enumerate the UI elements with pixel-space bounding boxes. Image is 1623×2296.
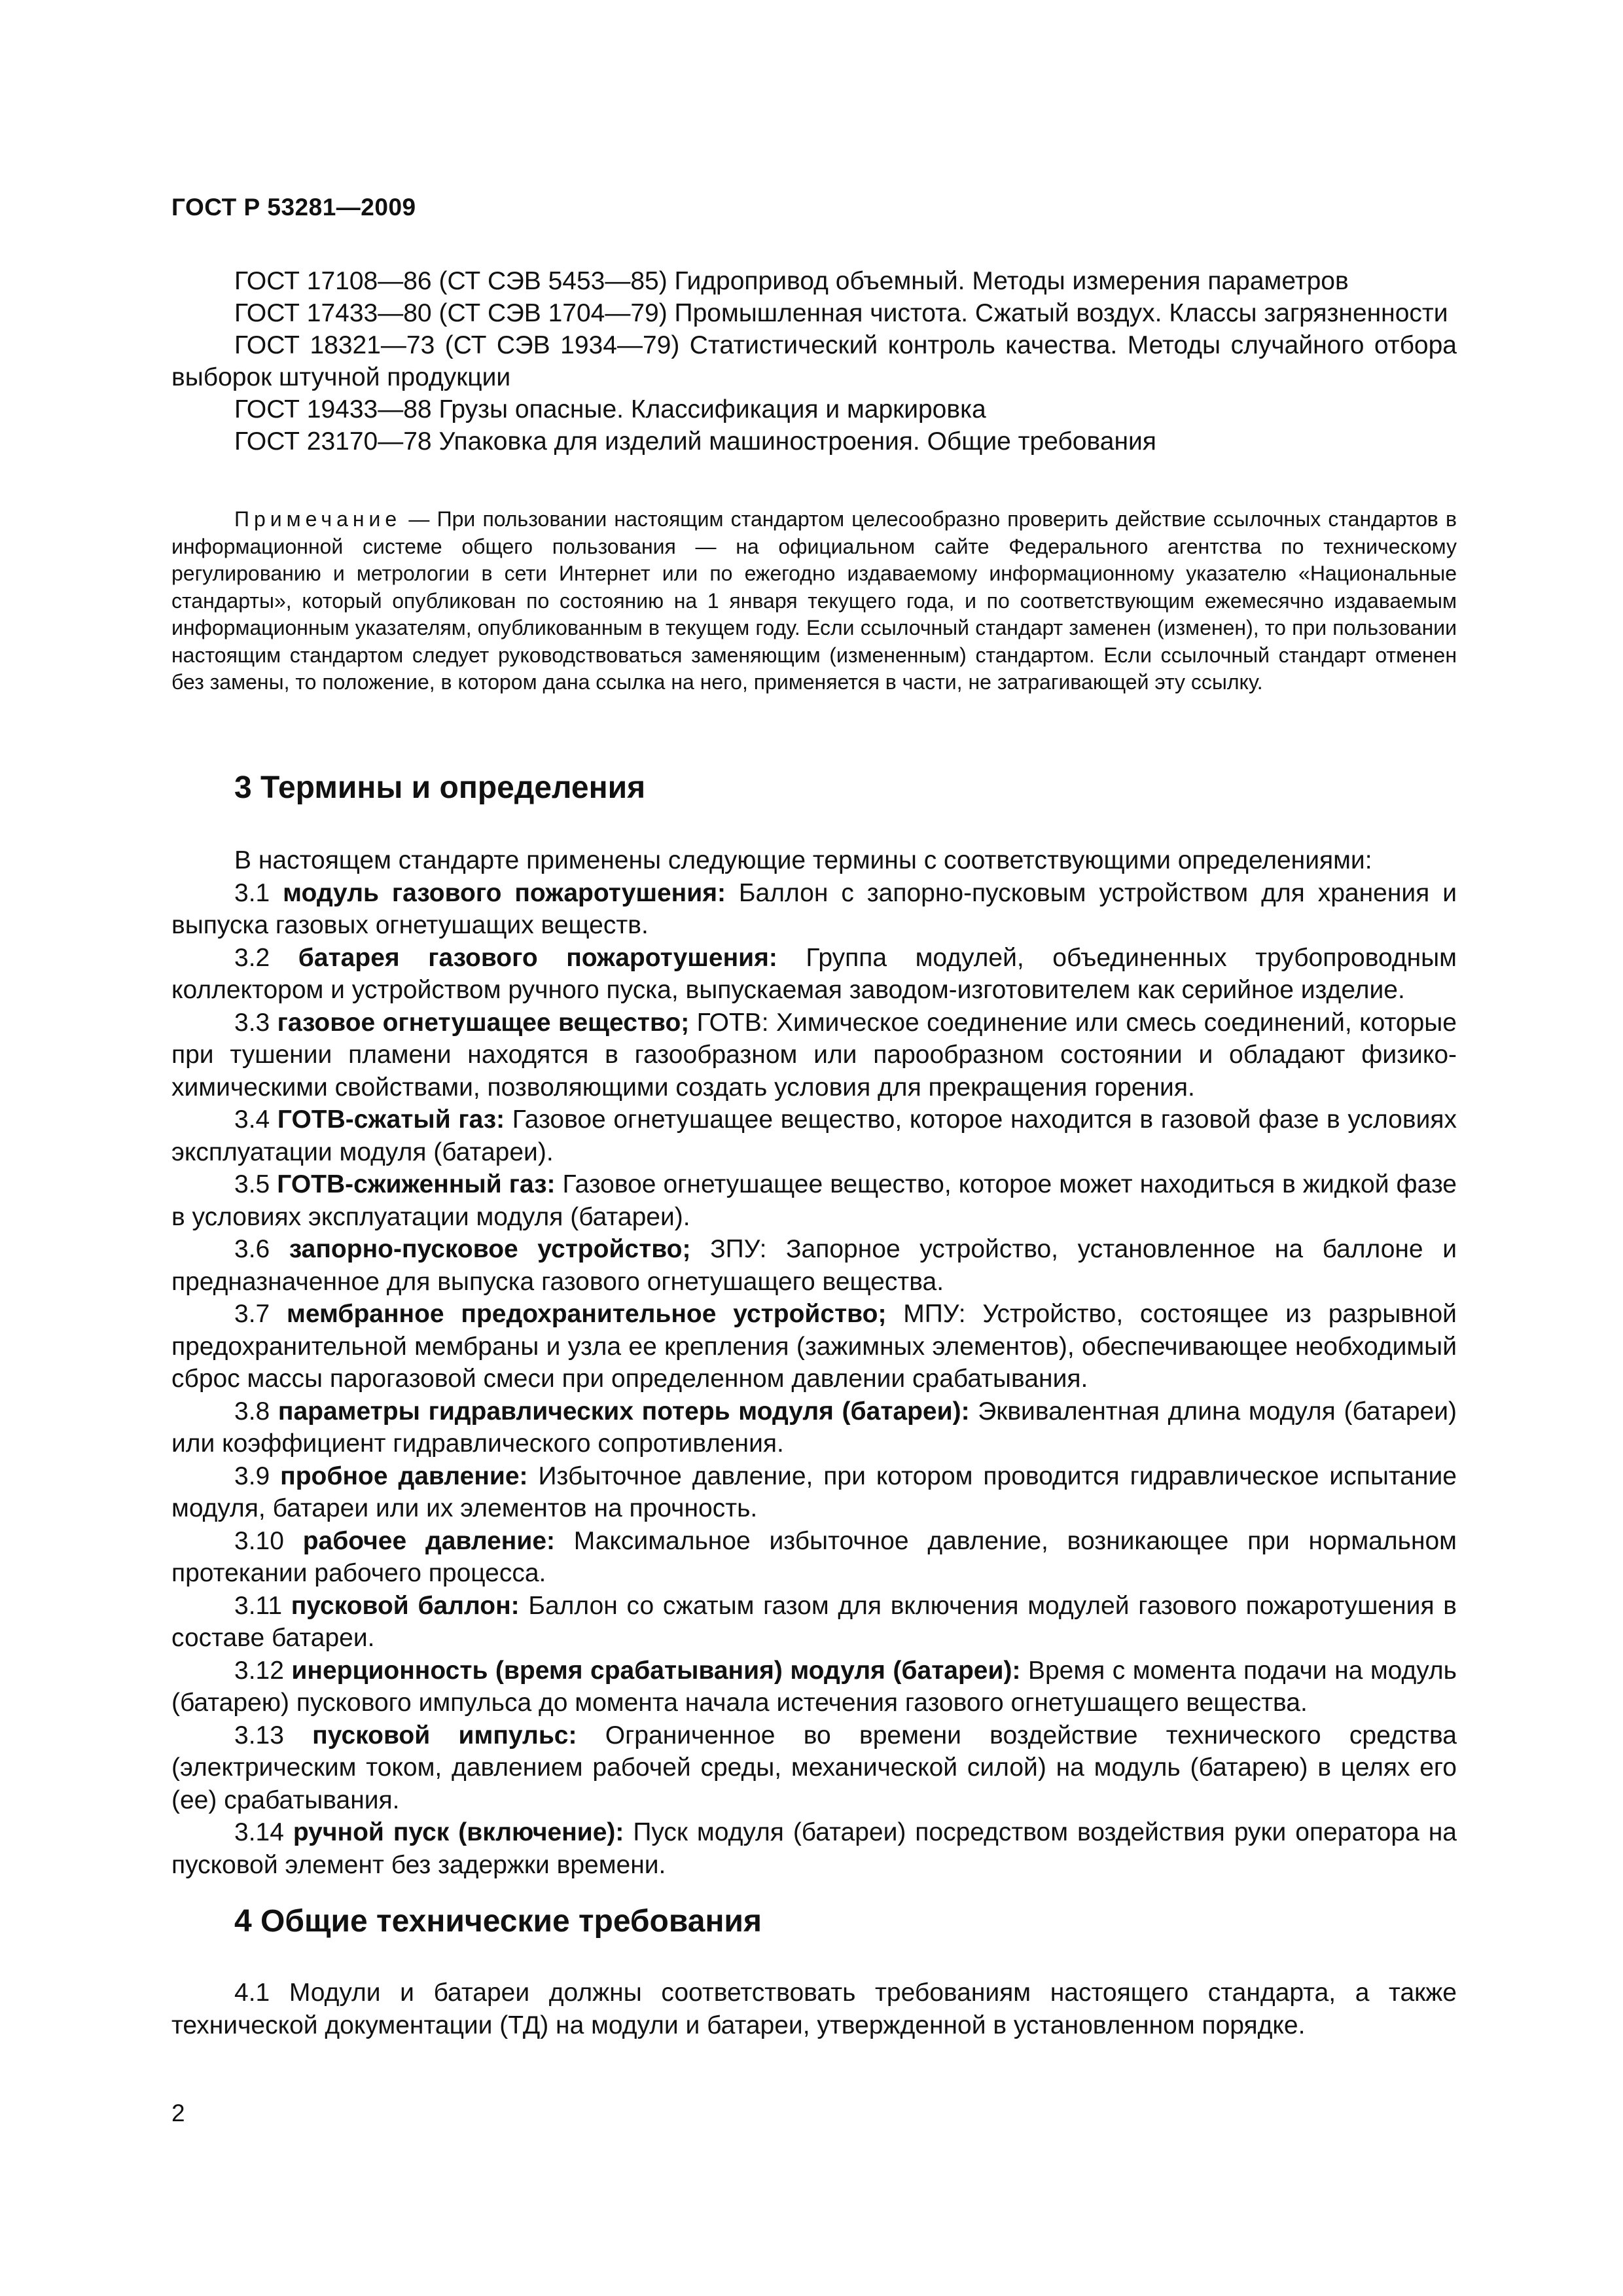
- reference-item: ГОСТ 17108—86 (СТ СЭВ 5453—85) Гидропривод объемный. Методы измерения параметров: [234, 267, 1349, 295]
- term-definition: Избыточное давление, при котором проводится гидравлическое испытание модуля, батареи или их элементов на прочность.: [171, 1462, 1457, 1522]
- term-name: пусковой импульс:: [312, 1721, 577, 1749]
- term-name: запорно-пусковое устройство;: [289, 1235, 691, 1263]
- term-name: ручной пуск (включение):: [293, 1818, 624, 1846]
- reference-item: ГОСТ 17433—80 (СТ СЭВ 1704—79) Промышленная чистота. Сжатый воздух. Классы загрязненности: [234, 299, 1448, 327]
- term-name: батарея газового пожаротушения:: [298, 943, 777, 972]
- document-code-header: ГОСТ Р 53281—2009: [171, 194, 416, 221]
- reference-item: ГОСТ 18321—73 (СТ СЭВ 1934—79) Статистический контроль качества. Методы случайного отбора выборок штучной продукции: [171, 331, 1457, 391]
- term-definition: Максимальное избыточное давление, возникающее при нормальном протекании рабочего процесса.: [171, 1526, 1457, 1587]
- term-definition: Газовое огнетушащее вещество, которое находится в газовой фазе в условиях эксплуатации модуля (батареи).: [171, 1105, 1457, 1166]
- term-3-10: 3.10 рабочее давление: Максимальное избыточное давление, возникающее при нормальном протекании рабочего процесса.: [171, 1526, 1457, 1587]
- normative-references-list: [171, 265, 1457, 457]
- term-3-11: 3.11 пусковой баллон: Баллон со сжатым газом для включения модулей газового пожаротушения в составе батареи.: [171, 1591, 1457, 1652]
- term-3-14: 3.14 ручной пуск (включение): Пуск модуля (батареи) посредством воздействия руки оператора на пусковой элемент без задержки времени.: [171, 1818, 1457, 1879]
- section-4-title: 4 Общие технические требования: [234, 1904, 762, 1939]
- term-3-12: 3.12 инерционность (время срабатывания) модуля (батареи): Время с момента подачи на модуль (батарею) пускового импульса до момента начала истечения газового огнетушащего вещества.: [171, 1656, 1457, 1717]
- note-label: Примечание: [234, 507, 402, 531]
- term-3-3: 3.3 газовое огнетушащее вещество; ГОТВ: Химическое соединение или смесь соединений, которые при тушении пламени находятся в газообразном или парообразном состоянии и обладают физико-химическими свойствами, позволяющими создать условия для прекращения горения.: [171, 1008, 1457, 1102]
- term-3-5: 3.5 ГОТВ-сжиженный газ: Газовое огнетушащее вещество, которое может находиться в жидкой фазе в условиях эксплуатации модуля (батареи).: [171, 1170, 1457, 1231]
- term-name: параметры гидравлических потерь модуля (батареи):: [277, 1397, 970, 1426]
- term-definition: ГОТВ: Химическое соединение или смесь соединений, которые при тушении пламени находятся в газообразном или парообразном состоянии и обладают физико-химическими свойствами, позволяющими создать условия для прекращения горения.: [171, 1008, 1457, 1102]
- term-definition: Ограниченное во времени воздействие технического средства (электрическим током, давлением рабочей среды, механической силой) на модуль (батарею) в целях его (ее) срабатывания.: [171, 1721, 1457, 1814]
- reference-item: ГОСТ 19433—88 Грузы опасные. Классификация и маркировка: [234, 395, 986, 423]
- term-3-2: 3.2 батарея газового пожаротушения: Группа модулей, объединенных трубопроводным коллектором и устройством ручного пуска, выпускаемая заводом-изготовителем как серийное изделие.: [171, 943, 1457, 1004]
- term-definition: Время с момента подачи на модуль (батарею) пускового импульса до момента начала истечения газового огнетушащего вещества.: [171, 1656, 1457, 1717]
- term-name: рабочее давление:: [302, 1526, 556, 1555]
- term-name: пробное давление:: [280, 1462, 528, 1490]
- term-definition: Газовое огнетушащее вещество, которое может находиться в жидкой фазе в условиях эксплуатации модуля (батареи).: [171, 1170, 1457, 1231]
- term-3-13: 3.13 пусковой импульс: Ограниченное во времени воздействие технического средства (электрическим током, давлением рабочей среды, механической силой) на модуль (батарею) в целях его (ее) срабатывания.: [171, 1721, 1457, 1814]
- section-3-body: [171, 844, 1457, 1881]
- term-definition: Баллон с запорно-пусковым устройством для хранения и выпуска газовых огнетушащих веществ.: [171, 878, 1457, 939]
- term-3-8: 3.8 параметры гидравлических потерь модуля (батареи): Эквивалентная длина модуля (батареи) или коэффициент гидравлического сопротивления.: [171, 1397, 1457, 1458]
- term-name: мембранное предохранительное устройство;: [287, 1300, 887, 1328]
- term-name: инерционность (время срабатывания) модуля (батареи):: [291, 1656, 1021, 1685]
- term-definition: Баллон со сжатым газом для включения модулей газового пожаротушения в составе батареи.: [171, 1591, 1457, 1652]
- note-paragraph: [171, 506, 1457, 696]
- term-3-7: 3.7 мембранное предохранительное устройство; МПУ: Устройство, состоящее из разрывной предохранительной мембраны и узла ее крепления (зажимных элементов), обеспечивающее необходимый сброс массы парогазовой смеси при определенном давлении срабатывания.: [171, 1300, 1457, 1393]
- section-4-paragraph-1: 4.1 Модули и батареи должны соответствовать требованиям настоящего стандарта, а также технической документации (ТД) на модули и батареи, утвержденной в установленном порядке.: [171, 1979, 1457, 2039]
- term-definition: Эквивалентная длина модуля (батареи) или коэффициент гидравлического сопротивления.: [171, 1397, 1457, 1458]
- term-name: пусковой баллон:: [291, 1591, 520, 1620]
- term-name: модуль газового пожаротушения:: [283, 878, 726, 907]
- term-definition: Группа модулей, объединенных трубопроводным коллектором и устройством ручного пуска, выпускаемая заводом-изготовителем как серийное изделие.: [171, 943, 1457, 1004]
- term-definition: МПУ: Устройство, состоящее из разрывной предохранительной мембраны и узла ее крепления (зажимных элементов), обеспечивающее необходимый сброс массы парогазовой смеси при определенном давлении срабатывания.: [171, 1300, 1457, 1393]
- term-definition: ЗПУ: Запорное устройство, установленное на баллоне и предназначенное для выпуска газового огнетушащего вещества.: [171, 1235, 1457, 1296]
- reference-item: ГОСТ 23170—78 Упаковка для изделий машиностроения. Общие требования: [234, 427, 1156, 456]
- term-3-4: 3.4 ГОТВ-сжатый газ: Газовое огнетушащее вещество, которое находится в газовой фазе в условиях эксплуатации модуля (батареи).: [171, 1105, 1457, 1166]
- term-name: ГОТВ-сжиженный газ:: [277, 1170, 556, 1198]
- term-3-6: 3.6 запорно-пусковое устройство; ЗПУ: Запорное устройство, установленное на баллоне и предназначенное для выпуска газового огнетушащего вещества.: [171, 1235, 1457, 1296]
- page-number: 2: [171, 2100, 185, 2126]
- term-name: ГОТВ-сжатый газ:: [277, 1105, 505, 1134]
- section-3-title: 3 Термины и определения: [234, 770, 646, 805]
- term-definition: Пуск модуля (батареи) посредством воздействия руки оператора на пусковой элемент без задержки времени.: [171, 1818, 1457, 1879]
- term-3-9: 3.9 пробное давление: Избыточное давление, при котором проводится гидравлическое испытание модуля, батареи или их элементов на прочность.: [171, 1462, 1457, 1522]
- term-name: газовое огнетушащее вещество;: [277, 1008, 690, 1037]
- term-3-1: 3.1 модуль газового пожаротушения: Баллон с запорно-пусковым устройством для хранения и выпуска газовых огнетушащих веществ.: [171, 878, 1457, 939]
- section-3-intro: В настоящем стандарте применены следующие термины с соответствующими определениями:: [234, 846, 1372, 874]
- section-4-body: [171, 1977, 1457, 2041]
- note-block: [171, 506, 1457, 696]
- note-text: — При пользовании настоящим стандартом целесообразно проверить действие ссылочных стандартов в информационной системе общего пользования — на официальном сайте Федерального агентства по техническому регулированию и метрологии в сети Интернет или по ежегодно издаваемому информационному указателю «Национальные стандарты», который опубликован по состоянию на 1 января текущего года, и по соответствующим ежемесячно издаваемым информационным указателям, опубликованным в текущем году. Если ссылочный стандарт заменен (изменен), то при пользовании настоящим стандартом следует руководствоваться заменяющим (измененным) стандартом. Если ссылочный стандарт отменен без замены, то положение, в котором дана ссылка на него, применяется в части, не затрагивающей эту ссылку.: [171, 507, 1457, 694]
